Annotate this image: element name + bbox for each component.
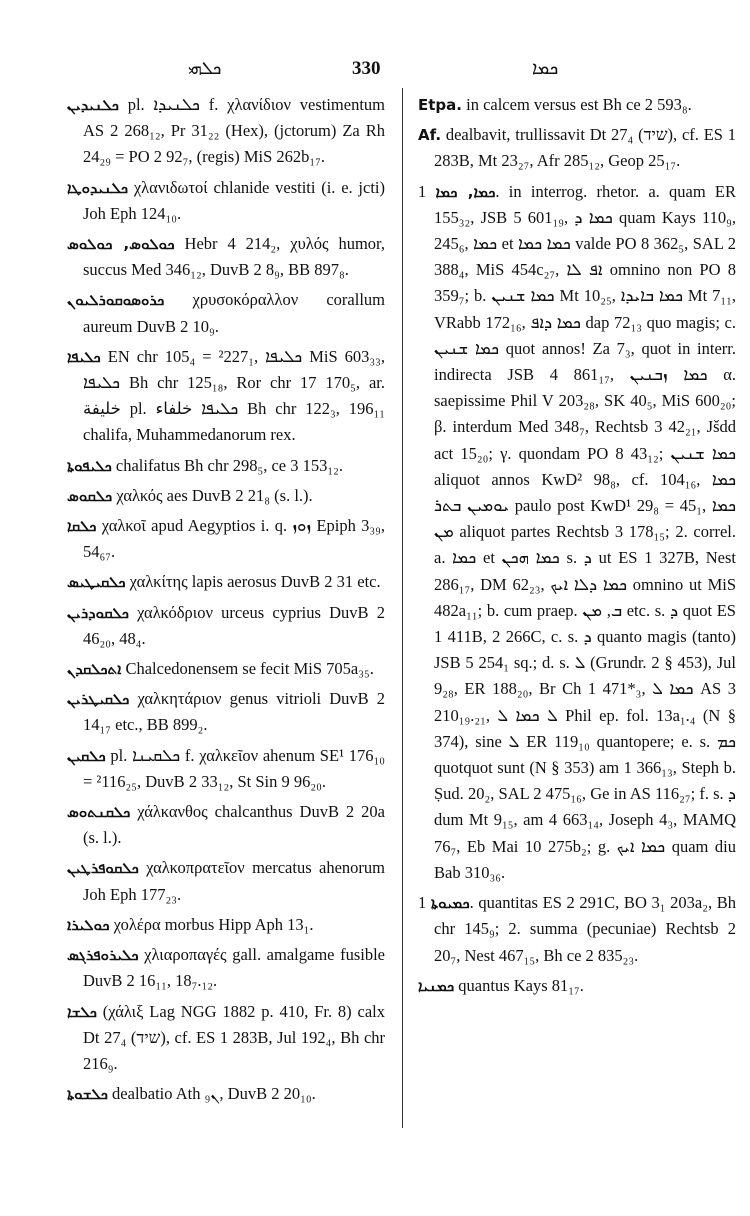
entry-headword: ܟܠܩܝܛܝܣ bbox=[67, 573, 126, 592]
entry-definition: χαλκόδριον urceus cyprius DuvB 2 46₂₀, 48₄. bbox=[83, 602, 385, 648]
dictionary-entry bbox=[418, 179, 736, 886]
entry-definition: EN chr 105₄ = ²227₁, ܟܠܝܦܐ MiS 603₃₃, ܟܠܝܦܐ Bh chr 125₁₈, Ror chr 17 170₅, ar. خليفة pl. ܟܠܝܦܐ خلفاء Bh chr 122₃, 196₁₁ chalifa, Muhammedanorum rex. bbox=[83, 346, 386, 445]
dictionary-entry bbox=[418, 92, 736, 118]
entry-definition: Hebr 4 214₂, χυλός humor, succus Med 346₁₂, DuvB 2 8₉, BB 897₈. bbox=[83, 234, 386, 280]
dictionary-entry bbox=[67, 569, 385, 595]
page-number: 330 bbox=[352, 58, 381, 79]
header-right-word: ܟܡܐ bbox=[532, 58, 559, 79]
left-column bbox=[67, 92, 385, 1111]
dictionary-entry bbox=[67, 175, 385, 227]
entry-headword: ܟܠܩܝܛܪܝܢ bbox=[67, 690, 130, 709]
entry-headword: ܟܠܩܢܬܘܣ bbox=[67, 803, 131, 822]
entry-headword: ܟܠܫܐ bbox=[67, 1002, 97, 1021]
dictionary-entry bbox=[67, 912, 385, 938]
entry-definition: χαλκητάριον genus vitrioli DuvB 2 14₁₇ etc., BB 899₂. bbox=[83, 689, 385, 735]
entry-headword: ܟܠܫܘܬܐ bbox=[67, 1085, 108, 1104]
entry-definition: chalifatus Bh chr 298₅, ce 3 153₁₂. bbox=[115, 455, 343, 475]
dictionary-entry bbox=[67, 743, 385, 795]
entry-definition: χάλκανθος chalcanthus DuvB 2 20a (s. l.). bbox=[83, 802, 385, 848]
dictionary-entry bbox=[67, 453, 385, 479]
page-header bbox=[0, 58, 750, 82]
entry-definition: (χάλιξ Lag NGG 1882 p. 410, Fr. 8) calx Dt 27₄ (שיד), cf. ES 1 283B, Jul 192₄, Bh chr 216₉. bbox=[83, 1001, 386, 1073]
entry-headword: ܟܠܩܝܢ bbox=[67, 746, 106, 765]
entry-definition: χλανιδωτοί chlanide vestiti (i. e. jcti) Joh Eph 124₁₀. bbox=[83, 177, 385, 223]
dictionary-entry bbox=[67, 855, 385, 907]
dictionary-entry bbox=[418, 890, 736, 969]
entry-definition: χρυσοκόραλλον corallum aureum DuvB 2 10₉. bbox=[83, 290, 385, 336]
dictionary-entry bbox=[67, 92, 385, 171]
entry-headword: ܟܠܝܦܘܬܐ bbox=[67, 456, 112, 475]
entry-headword: Etpa. bbox=[418, 96, 462, 114]
entry-definition: dealbatio Ath ܢ₉, DuvB 2 20₁₀. bbox=[112, 1084, 316, 1104]
entry-definition: pl. ܟܠܩܝܢܐ f. χαλκεῖον ahenum SE¹ 176₁₀ = ²116₂₅, DuvB 2 33₁₂, St Sin 9 96₂₀. bbox=[83, 745, 386, 791]
entry-definition: χλιαροπαγές gall. amalgame fusible DuvB 2 16₁₁, 18₇.₁₂. bbox=[83, 945, 386, 991]
entry-definition: χαλκίτης lapis aerosus DuvB 2 31 etc. bbox=[129, 572, 381, 592]
entry-definition: 1. in interrog. rhetor. a. quam ER 155₃₂, JSB 5 601₁₉, ܟܡܐ ܕ quam Kays 110₉, 245₆, ܟܡܐ et ܟܡܐ ܟܡܐ valde PO 8 362₅, SAL 2 388₄, MiS 454c₂₇, ܐܦ ܠܐ omnino non PO 8 359₇; b. ܟܡܐ ܫܢܝܢ Mt 10₂₅, ܟܡܐ ܒܐܝܕܐ Mt 7₁₁, VRabb 172₁₆, ܟܡܐ ܕܐܦ dap 72₁₃ quo magis; c. ܟܡܐ ܫܢܝܢ quot annos! Za 7₃, quot in interr. indirecta JSB 4 861₁₇, ܟܡܐ ܙܒܢܝܢ α. saepissime Phil V 203₂₈, SK 40₅, MiS 600₂₀; β. interdum Med 348₇, Rechtsb 3 42₂₁, Jšdd act 15₂₀; γ. quondam PO 8 43₁₂; ܟܡܐ ܫܢܝܢ aliquot annos KwD² 98₈, cf. 104₁₆, ܟܡܐ ܝܘܡܝܢ ܒܬܪ paulo post KwD¹ 29₈ = 45₁, ܟܡܐ ܡܢ aliquot partes Rechtsb 3 178₁₅; 2. correl. a. ܟܡܐ et ܟܡܐ ܗܟܢ s. ܕ ut ES 1 327B, Nest 286₁₇, DM 62₂₃, ܟܡܐ ܕܠܐ ܐܝܟ omnino ut MiS 482a₁₁; b. cum praep. ܒ, ܡܢ etc. s. ܕ quot ES 1 411B, 2 266C, c. s. ܕ quanto magis (tanto) JSB 5 254₁ sq.; d. s. ܠ (Grundr. 2 § 453), Jul 9₂₈, ER 188₂₀, Br Ch 1 471*₃, ܟܡܐ ܠ AS 3 210₁₉.₂₁, ܠ ܟܡܐ ܠ Phil ep. fol. 13a₁.₄ (N § 374), sine ܠ ER 119₁₀ quantopere; e. s. ܟܡ quotquot sunt (N § 353) am 1 366₁₃, Steph b. Ṣud. 20₂, SAL 2 475₁₆, Ge in AS 116₂₇; f. s. ܕ dum Mt 9₁₅, am 4 663₁₄, Joseph 4₃, MAMQ 76₇, Eb Mai 10 275b₂; g. ܟܡܐ ܐܝܟ quam diu Bab 310₃₆. bbox=[418, 181, 737, 882]
dictionary-entry bbox=[67, 600, 385, 652]
dictionary-entry bbox=[67, 999, 385, 1078]
entry-headword: ܟܪܘܣܘܩܘܪܠܝܘܢ bbox=[67, 291, 165, 310]
entry-headword: ܟܡܢܝܐ bbox=[418, 976, 455, 995]
entry-definition: Chalcedonensem se fecit MiS 705a₃₅. bbox=[125, 659, 374, 679]
entry-headword: ܟܠܩܘܦܪܛܝܢ bbox=[67, 859, 139, 878]
dictionary-entry bbox=[418, 973, 736, 999]
entry-definition: 1. quantitas ES 2 291C, BO 3₁ 203a₂, Bh chr 145₉; 2. summa (pecuniae) Rechtsb 2 20₇, Nest 467₁₅, Bh ce 2 835₂₃. bbox=[418, 893, 737, 965]
dictionary-entry bbox=[67, 483, 385, 509]
entry-headword: ܟܘܠܝܪܐ bbox=[67, 915, 110, 934]
right-column bbox=[418, 92, 736, 1003]
dictionary-entry bbox=[67, 344, 385, 449]
entry-definition: χαλκοῖ apud Aegyptios i. q. ܙܘܙ Epiph 3₃₉, 54₆₇. bbox=[83, 516, 386, 562]
entry-definition: in calcem versus est Bh ce 2 593₈. bbox=[466, 95, 692, 114]
dictionary-entry bbox=[67, 287, 385, 339]
entry-definition: dealbavit, trullissavit Dt 27₄ (שיד), cf. ES 1 283B, Mt 23₂₇, Afr 285₁₂, Geop 25₁₇. bbox=[434, 125, 736, 171]
entry-headword: Af. bbox=[418, 126, 442, 145]
entry-headword: ܟܠܢܝܕܘܛܐ bbox=[67, 178, 129, 197]
entry-headword: ܟܡܐ, ܟܡܐ bbox=[435, 182, 496, 201]
entry-headword: ܐܬܟܠܩܕܢ bbox=[67, 660, 122, 679]
dictionary-entry bbox=[418, 122, 736, 174]
header-left-word: ܟܠܗܝ bbox=[188, 58, 222, 79]
entry-definition: χαλκοπρατεῖον mercatus ahenorum Joh Eph 177₂₃. bbox=[83, 858, 385, 904]
dictionary-entry bbox=[67, 231, 385, 283]
dictionary-entry bbox=[67, 1081, 385, 1107]
entry-headword: ܟܠܢܝܕܝܢ bbox=[67, 96, 119, 114]
entry-headword: ܟܠܩܐ bbox=[67, 517, 97, 536]
entry-headword: ܟܠܝܦܐ bbox=[67, 347, 101, 366]
entry-headword: ܟܡܝܘܬܐ bbox=[430, 894, 470, 913]
entry-headword: ܟܘܠܘܣ, ܟܘܠܘܣ bbox=[67, 235, 175, 254]
entry-headword: ܟܠܩܘܕܪܝܢ bbox=[67, 603, 129, 622]
dictionary-entry bbox=[67, 799, 385, 851]
entry-definition: pl. ܟܠܢܝܕܐ f. χλανίδιον vestimentum AS 2 268₁₂, Pr 31₂₂ (Hex), (jctorum) Za Rh 24₂₉ = PO 2 92₇, (regis) MiS 262b₁₇. bbox=[83, 95, 386, 167]
dictionary-entry bbox=[67, 513, 385, 565]
dictionary-entry bbox=[67, 656, 385, 682]
entry-definition: χαλκός aes DuvB 2 21₈ (s. l.). bbox=[116, 485, 313, 505]
entry-headword: ܟܠܝܪܘܦܪܓܣ bbox=[67, 946, 139, 965]
column-divider bbox=[402, 88, 403, 1128]
entry-definition: χολέρα morbus Hipp Aph 13₁. bbox=[113, 914, 314, 934]
entry-definition: quantus Kays 81₁₇. bbox=[458, 975, 584, 995]
dictionary-entry bbox=[67, 942, 385, 994]
dictionary-entry bbox=[67, 686, 385, 738]
entry-headword: ܟܠܩܘܣ bbox=[67, 486, 113, 505]
